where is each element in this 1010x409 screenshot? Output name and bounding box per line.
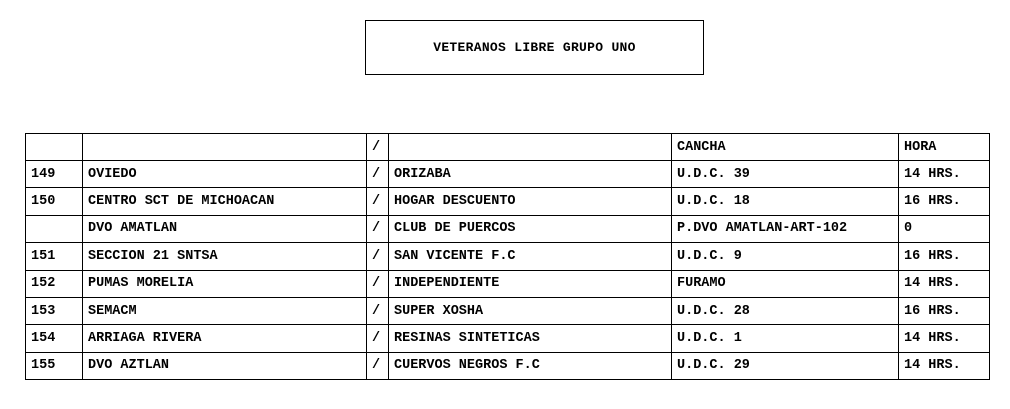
header-num	[26, 134, 83, 161]
field: U.D.C. 39	[672, 161, 899, 188]
table-row	[26, 297, 990, 324]
field: U.D.C. 29	[672, 352, 899, 379]
table-row	[26, 161, 990, 188]
table-row	[26, 243, 990, 270]
match-number	[26, 215, 83, 242]
table-row	[26, 270, 990, 297]
header-away	[389, 134, 672, 161]
header-field: CANCHA	[672, 134, 899, 161]
field: U.D.C. 18	[672, 188, 899, 215]
match-number: 154	[26, 325, 83, 352]
time: 16 HRS.	[899, 297, 990, 324]
page-title: VETERANOS LIBRE GRUPO UNO	[433, 40, 636, 55]
separator: /	[367, 352, 389, 379]
schedule-table	[25, 133, 990, 380]
separator: /	[367, 161, 389, 188]
match-number: 153	[26, 297, 83, 324]
separator: /	[367, 215, 389, 242]
home-team: DVO AZTLAN	[83, 352, 367, 379]
home-team: ARRIAGA RIVERA	[83, 325, 367, 352]
table-row	[26, 325, 990, 352]
header-home	[83, 134, 367, 161]
away-team: CUERVOS NEGROS F.C	[389, 352, 672, 379]
home-team: SECCION 21 SNTSA	[83, 243, 367, 270]
field: FURAMO	[672, 270, 899, 297]
table-row	[26, 215, 990, 242]
table-row	[26, 188, 990, 215]
table-row	[26, 352, 990, 379]
away-team: SUPER XOSHA	[389, 297, 672, 324]
home-team: CENTRO SCT DE MICHOACAN	[83, 188, 367, 215]
home-team: SEMACM	[83, 297, 367, 324]
field: U.D.C. 1	[672, 325, 899, 352]
match-number: 152	[26, 270, 83, 297]
table-header-row	[26, 134, 990, 161]
home-team: OVIEDO	[83, 161, 367, 188]
time: 16 HRS.	[899, 243, 990, 270]
separator: /	[367, 188, 389, 215]
time: 16 HRS.	[899, 188, 990, 215]
title-box	[365, 20, 704, 75]
header-sep: /	[367, 134, 389, 161]
separator: /	[367, 325, 389, 352]
field: P.DVO AMATLAN-ART-102	[672, 215, 899, 242]
time: 14 HRS.	[899, 270, 990, 297]
match-number: 150	[26, 188, 83, 215]
away-team: HOGAR DESCUENTO	[389, 188, 672, 215]
home-team: PUMAS MORELIA	[83, 270, 367, 297]
away-team: CLUB DE PUERCOS	[389, 215, 672, 242]
time: 0	[899, 215, 990, 242]
match-number: 151	[26, 243, 83, 270]
time: 14 HRS.	[899, 325, 990, 352]
match-number: 149	[26, 161, 83, 188]
field: U.D.C. 9	[672, 243, 899, 270]
separator: /	[367, 297, 389, 324]
header-time: HORA	[899, 134, 990, 161]
separator: /	[367, 243, 389, 270]
time: 14 HRS.	[899, 161, 990, 188]
separator: /	[367, 270, 389, 297]
home-team: DVO AMATLAN	[83, 215, 367, 242]
away-team: INDEPENDIENTE	[389, 270, 672, 297]
away-team: SAN VICENTE F.C	[389, 243, 672, 270]
away-team: RESINAS SINTETICAS	[389, 325, 672, 352]
match-number: 155	[26, 352, 83, 379]
field: U.D.C. 28	[672, 297, 899, 324]
away-team: ORIZABA	[389, 161, 672, 188]
time: 14 HRS.	[899, 352, 990, 379]
